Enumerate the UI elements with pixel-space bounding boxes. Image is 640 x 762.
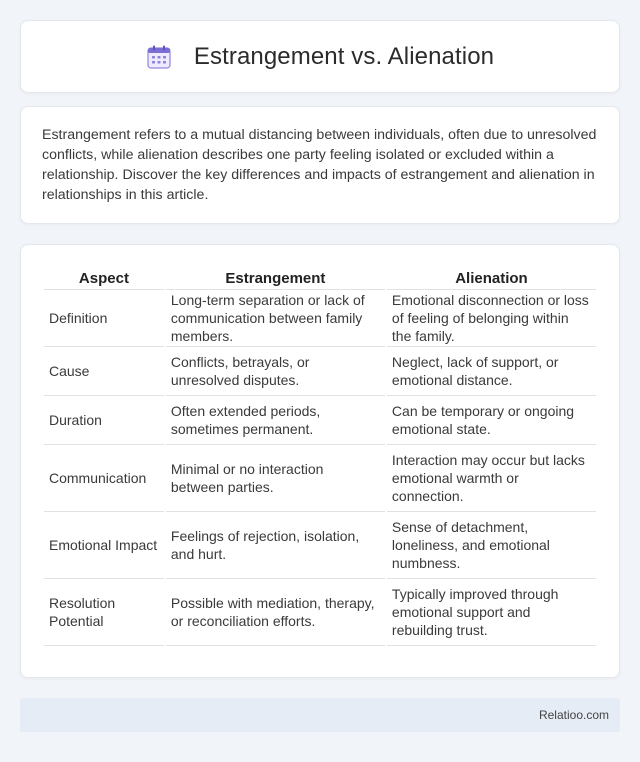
cell-aspect: Cause [44, 347, 164, 396]
header-card [20, 20, 620, 93]
page-title: Estrangement vs. Alienation [193, 42, 495, 70]
cell-estrangement: Conflicts, betrayals, or unresolved disputes. [166, 347, 385, 396]
cell-alienation: Sense of detachment, loneliness, and emotional numbness. [387, 512, 596, 579]
intro-text: Estrangement refers to a mutual distancing between individuals, often due to unresolved conflicts, while alienation describes one party feeling isolated or excluded within a relationship. Discover the key differences and impacts of estrangement and alienation in relationships in this article. [42, 127, 597, 203]
cell-estrangement: Minimal or no interaction between parties. [166, 445, 385, 512]
table-row [44, 290, 596, 347]
table-row [44, 396, 596, 445]
cell-estrangement: Long-term separation or lack of communication between family members. [166, 290, 385, 347]
cell-alienation: Can be temporary or ongoing emotional state. [387, 396, 596, 445]
footer-site-name: Relatioo.com [538, 708, 609, 722]
calendar-icon [146, 44, 172, 70]
table-row [44, 347, 596, 396]
table-row [44, 512, 596, 579]
comparison-table [42, 267, 598, 646]
cell-estrangement: Feelings of rejection, isolation, and hurt. [166, 512, 385, 579]
cell-aspect: Emotional Impact [44, 512, 164, 579]
cell-alienation: Interaction may occur but lacks emotional warmth or connection. [387, 445, 596, 512]
cell-aspect: Resolution Potential [44, 579, 164, 646]
cell-alienation: Emotional disconnection or loss of feeling of belonging within the family. [387, 290, 596, 347]
title-wrap [146, 43, 494, 71]
cell-aspect: Communication [44, 445, 164, 512]
table-row [44, 445, 596, 512]
intro-card [20, 106, 620, 224]
table-row [44, 579, 596, 646]
cell-estrangement: Possible with mediation, therapy, or reconciliation efforts. [166, 579, 385, 646]
header-estrangement: Estrangement [166, 267, 385, 290]
cell-aspect: Definition [44, 290, 164, 347]
header-alienation: Alienation [387, 267, 596, 290]
cell-estrangement: Often extended periods, sometimes permanent. [166, 396, 385, 445]
header-aspect: Aspect [44, 267, 164, 290]
footer-bar [20, 698, 620, 732]
table-header-row [44, 267, 596, 290]
cell-alienation: Typically improved through emotional support and rebuilding trust. [387, 579, 596, 646]
cell-aspect: Duration [44, 396, 164, 445]
cell-alienation: Neglect, lack of support, or emotional distance. [387, 347, 596, 396]
comparison-card [20, 244, 620, 678]
